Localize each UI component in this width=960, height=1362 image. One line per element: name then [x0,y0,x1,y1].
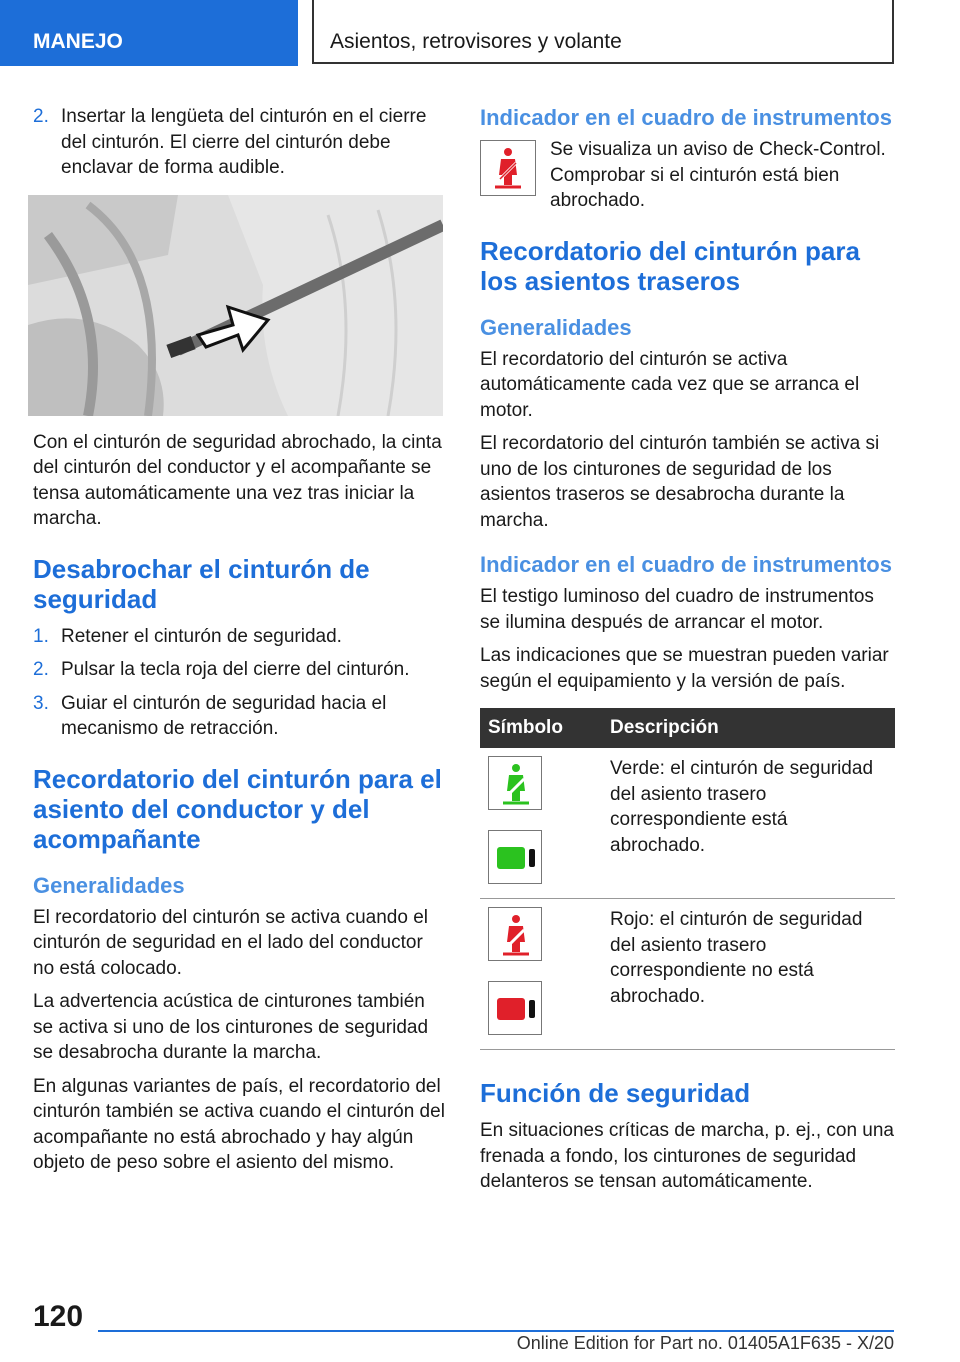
heading-general: Generalidades [480,314,632,340]
rear-seat-green-icon [488,830,542,884]
list-number: 2. [33,659,49,680]
heading-unbuckle: Desabrochar el cinturón de seguridad [33,553,370,614]
column-header-description: Descripción [602,708,895,748]
list-text: Guiar el cinturón de seguridad hacia el mecanismo de retracción. [61,692,387,739]
heading-indicator: Indicador en el cuadro de instrumentos [480,552,892,577]
paragraph: En situaciones críticas de marcha, p. ej., con una frenada a fondo, los cinturones de seguridad delanteros se tensan automáticamente. [480,1120,894,1192]
footer-edition: Online Edition for Part no. 01405A1F635 - X/20 [516,1333,894,1353]
indicator-row [480,137,895,214]
paragraph: En algunas variantes de país, el recordatorio del cinturón también se activa cuando el cinturón del acompañante no está abrochado y hay algún objeto de peso sobre el asiento del mismo. [33,1075,445,1173]
description-cell: Rojo: el cinturón de seguridad del asiento trasero correspondiente no está abrochado. [602,899,895,1050]
heading-safety: Función de seguridad [480,1078,751,1108]
heading-front-reminder: Recordatorio del cinturón para el asiento del conductor y del acompañante [33,763,442,854]
heading-indicator: Indicador en el cuadro de instrumentos [480,105,892,130]
column-header-symbol: Símbolo [480,708,602,748]
list-item [33,104,445,181]
left-column [33,104,445,1184]
table-row [480,748,895,899]
page-number: 120 [33,1300,84,1333]
section-tab [0,0,298,66]
list-item [33,691,445,742]
seatbelt-buckle-photo [28,195,443,416]
list-text: Insertar la lengüeta del cinturón en el cierre del cinturón. El cierre del cinturón debe enclavar de forma audible. [61,106,427,178]
symbol-table [480,708,895,1050]
table-header-row [480,708,895,748]
indicator-text: Se visualiza un aviso de Check-Control. Comprobar si el cinturón está bien abrochado. [550,139,886,211]
list-number: 1. [33,625,49,647]
chapter-title: Asientos, retrovisores y volante [330,30,622,53]
seatbelt-buckle-illustration [28,195,443,416]
list-number: 2. [33,106,49,127]
list-text: Retener el cinturón de seguridad. [61,625,342,647]
list-item [33,657,445,683]
paragraph: Con el cinturón de seguridad abrochado, la cinta del cinturón del conductor y el acompañante se tensa automáticamente una vez tras iniciar la marcha. [33,431,442,529]
paragraph: El recordatorio del cinturón también se activa si uno de los cinturones de seguridad de los asientos traseros se desabrocha durante la marcha. [480,433,880,531]
seatbelt-fastened-green-icon [488,756,542,810]
section-title: MANEJO [33,30,123,53]
list-item [33,624,445,650]
description-cell: Verde: el cinturón de seguridad del asiento trasero correspondiente está abrochado. [602,748,895,899]
chapter-header [312,0,894,64]
seatbelt-warning-red-icon [480,140,536,196]
list-text: Pulsar la tecla roja del cierre del cinturón. [61,659,410,680]
list-number: 3. [33,692,49,714]
rear-seat-red-icon [488,981,542,1035]
table-row [480,899,895,1050]
right-column [480,104,895,1203]
paragraph: La advertencia acústica de cinturones también se activa si uno de los cinturones de seguridad se desabrocha durante la marcha. [33,991,429,1063]
heading-general: Generalidades [33,872,185,898]
footer-rule [98,1330,894,1332]
symbol-cell [480,899,602,1050]
heading-rear-reminder: Recordatorio del cinturón para los asientos traseros [480,235,860,296]
paragraph: Las indicaciones que se muestran pueden variar según el equipamiento y la versión de país. [480,645,889,692]
paragraph: El recordatorio del cinturón se activa cuando el cinturón de seguridad en el lado del conductor no está colocado. [33,906,429,979]
symbol-cell [480,748,602,899]
paragraph: El recordatorio del cinturón se activa automáticamente cada vez que se arranca el motor. [480,348,860,421]
paragraph: El testigo luminoso del cuadro de instrumentos se ilumina después de arrancar el motor. [480,586,874,633]
seatbelt-unfastened-red-icon [488,907,542,961]
